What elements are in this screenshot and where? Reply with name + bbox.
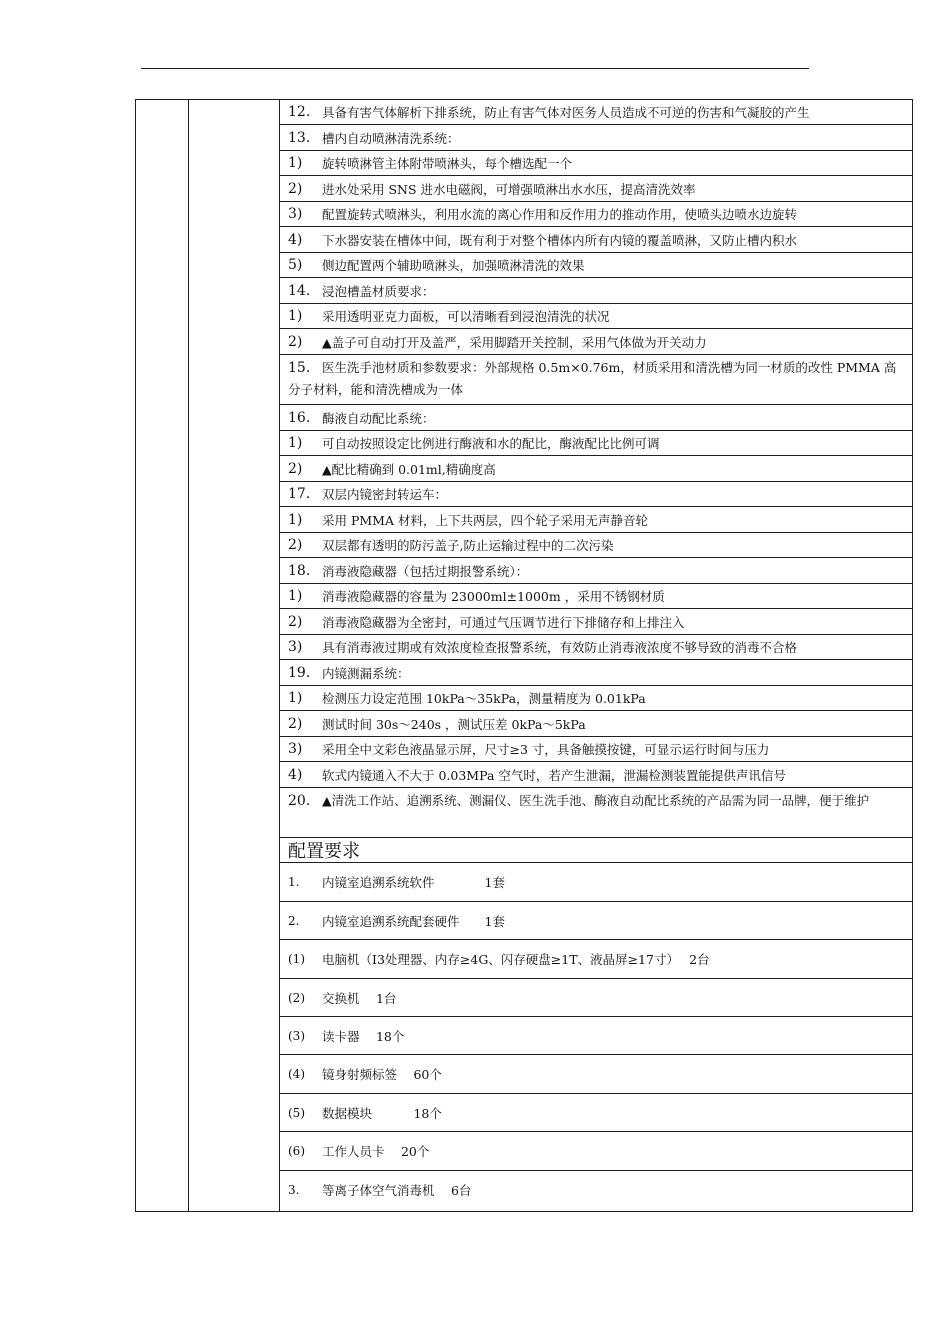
item-number: 2) (288, 613, 303, 630)
spec-row (280, 456, 912, 482)
item-text: 酶液自动配比系统： (322, 410, 435, 426)
item-number: 17. (288, 486, 311, 502)
spec-row (280, 278, 912, 304)
item-text: 双层都有透明的防污盖子,防止运输过程中的二次污染 (322, 538, 614, 553)
item-text: 检测压力设定范围 10kPa～35kPa，测量精度为 0.01kPa (322, 691, 646, 706)
item-number: 20. (288, 793, 311, 809)
item-number: 1) (288, 435, 303, 451)
item-text: 内镜测漏系统： (322, 665, 410, 681)
item-text: 医生洗手池材质和参数要求：外部规格 0.5m×0.76m，材质采用和清洗槽为同一材质的改性 PMMA 高分子材料，能和清洗槽成为一体 (288, 360, 897, 397)
item-text: 具备有害气体解析下排系统，防止有害气体对医务人员造成不可逆的伤害和气凝胶的产生 (322, 105, 810, 120)
item-number: 12. (288, 104, 311, 120)
item-number: 1) (288, 588, 303, 604)
spec-row (280, 584, 912, 609)
section-title-text: 配置要求 (288, 841, 360, 862)
item-text: 采用全中文彩色液晶显示屏，尺寸≥3 寸，具备触摸按键，可显示运行时间与压力 (322, 742, 770, 757)
spec-row (280, 737, 912, 762)
spec-row (280, 176, 912, 202)
config-text: 等离子体空气消毒机 6台 (322, 1183, 472, 1198)
item-text: 消毒液隐藏器为全密封，可通过气压调节进行下排储存和上排注入 (322, 614, 685, 630)
spec-row (280, 355, 912, 405)
spec-row (280, 533, 912, 558)
item-number: 2) (288, 460, 303, 477)
spec-row (280, 227, 912, 253)
config-text: 交换机 1台 (322, 990, 397, 1006)
spec-row (280, 609, 912, 635)
item-number: 2) (288, 180, 303, 197)
spec-row (280, 253, 912, 278)
item-text: ▲配比精确到 0.01ml,精确度高 (322, 461, 496, 477)
config-text: 读卡器 18个 (322, 1028, 405, 1044)
spec-row (280, 329, 912, 355)
spec-row (280, 711, 912, 737)
item-number: 3) (288, 741, 303, 757)
config-row (280, 1017, 912, 1055)
item-number: 1) (288, 308, 303, 324)
item-text: 旋转喷淋管主体附带喷淋头，每个槽选配一个 (322, 156, 573, 171)
item-number: 4) (288, 766, 303, 783)
spec-row (280, 788, 912, 838)
header-rule (141, 68, 809, 69)
item-number: 13. (288, 129, 311, 146)
spec-row (280, 686, 912, 711)
item-number: 18. (288, 562, 311, 579)
item-text: ▲清洗工作站、追溯系统、测漏仪、医生洗手池、酶液自动配比系统的产品需为同一品牌，便于维护 (322, 793, 870, 808)
spec-row (280, 482, 912, 507)
item-number: 2) (288, 537, 303, 553)
config-number: (4) (288, 1067, 305, 1081)
spec-row (280, 125, 912, 151)
config-section-title (280, 838, 912, 863)
item-number: 5) (288, 257, 303, 273)
config-number: (5) (288, 1105, 305, 1120)
item-text: 可自动按照设定比例进行酶液和水的配比，酶液配比比例可调 (322, 436, 660, 451)
item-text: ▲盖子可自动打开及盖严，采用脚踏开关控制，采用气体做为开关动力 (322, 334, 707, 350)
config-row (280, 1171, 912, 1209)
spec-column (280, 100, 912, 1211)
config-row (280, 940, 912, 979)
item-text: 具有消毒液过期或有效浓度检查报警系统，有效防止消毒液浓度不够导致的消毒不合格 (322, 640, 798, 655)
item-number: 19. (288, 664, 311, 681)
config-number: (3) (288, 1028, 305, 1043)
config-number: 3. (288, 1183, 300, 1197)
spec-row (280, 202, 912, 227)
config-number: (1) (288, 952, 305, 966)
config-number: 1. (288, 875, 300, 889)
empty-column-1 (136, 100, 189, 1211)
item-number: 2) (288, 333, 303, 350)
config-row (280, 863, 912, 902)
spec-row (280, 635, 912, 660)
config-number: 2. (288, 913, 300, 928)
item-text: 软式内镜通入不大于 0.03MPa 空气时，若产生泄漏，泄漏检测装置能提供声讯信号 (322, 767, 786, 783)
item-text: 采用透明亚克力面板，可以清晰看到浸泡清洗的状况 (322, 309, 610, 324)
spec-table (135, 99, 913, 1212)
spec-row (280, 507, 912, 533)
config-row (280, 902, 912, 940)
config-text: 镜身射频标签 60个 (322, 1067, 442, 1082)
spec-row (280, 558, 912, 584)
item-text: 消毒液隐藏器（包括过期报警系统）： (322, 563, 529, 579)
config-row (280, 1055, 912, 1094)
item-number: 14. (288, 282, 311, 299)
config-row (280, 979, 912, 1017)
empty-column-2 (189, 100, 280, 1211)
item-number: 16. (288, 409, 311, 426)
item-number: 3) (288, 206, 303, 222)
spec-row (280, 762, 912, 788)
spec-row (280, 405, 912, 431)
item-number: 1) (288, 511, 303, 528)
item-number: 1) (288, 155, 303, 171)
config-number: (6) (288, 1144, 305, 1158)
item-text: 双层内镜密封转运车： (322, 487, 448, 502)
item-number: 1) (288, 690, 303, 706)
item-number: 2) (288, 715, 303, 732)
item-text: 下水器安装在槽体中间，既有利于对整个槽体内所有内镜的覆盖喷淋，又防止槽内积水 (322, 232, 798, 248)
config-number: (2) (288, 990, 305, 1005)
item-text: 槽内自动喷淋清洗系统： (322, 130, 460, 146)
config-text: 数据模块 18个 (322, 1105, 442, 1121)
spec-row (280, 660, 912, 686)
config-text: 内镜室追溯系统软件 1套 (322, 875, 505, 890)
config-text: 工作人员卡 20个 (322, 1144, 430, 1159)
spec-row (280, 431, 912, 456)
spec-row (280, 100, 912, 125)
spec-row (280, 151, 912, 176)
item-number: 15. (288, 360, 311, 376)
item-text: 浸泡槽盖材质要求： (322, 283, 435, 299)
item-text: 进水处采用 SNS 进水电磁阀，可增强喷淋出水水压，提高清洗效率 (322, 181, 696, 197)
config-row (280, 1132, 912, 1171)
item-text: 配置旋转式喷淋头，利用水流的离心作用和反作用力的推动作用，使喷头边喷水边旋转 (322, 207, 798, 222)
item-text: 消毒液隐藏器的容量为 23000ml±1000m ，采用不锈钢材质 (322, 589, 665, 604)
item-number: 3) (288, 639, 303, 655)
item-text: 测试时间 30s～240s ，测试压差 0kPa～5kPa (322, 716, 586, 732)
config-row (280, 1094, 912, 1132)
item-text: 侧边配置两个辅助喷淋头，加强喷淋清洗的效果 (322, 258, 585, 273)
spec-row (280, 304, 912, 329)
item-number: 4) (288, 231, 303, 248)
config-text: 内镜室追溯系统配套硬件 1套 (322, 913, 505, 929)
item-text: 采用 PMMA 材料，上下共两层，四个轮子采用无声静音轮 (322, 512, 648, 528)
config-text: 电脑机（I3处理器、内存≥4G、闪存硬盘≥1T、液晶屏≥17寸） 2台 (322, 952, 710, 967)
